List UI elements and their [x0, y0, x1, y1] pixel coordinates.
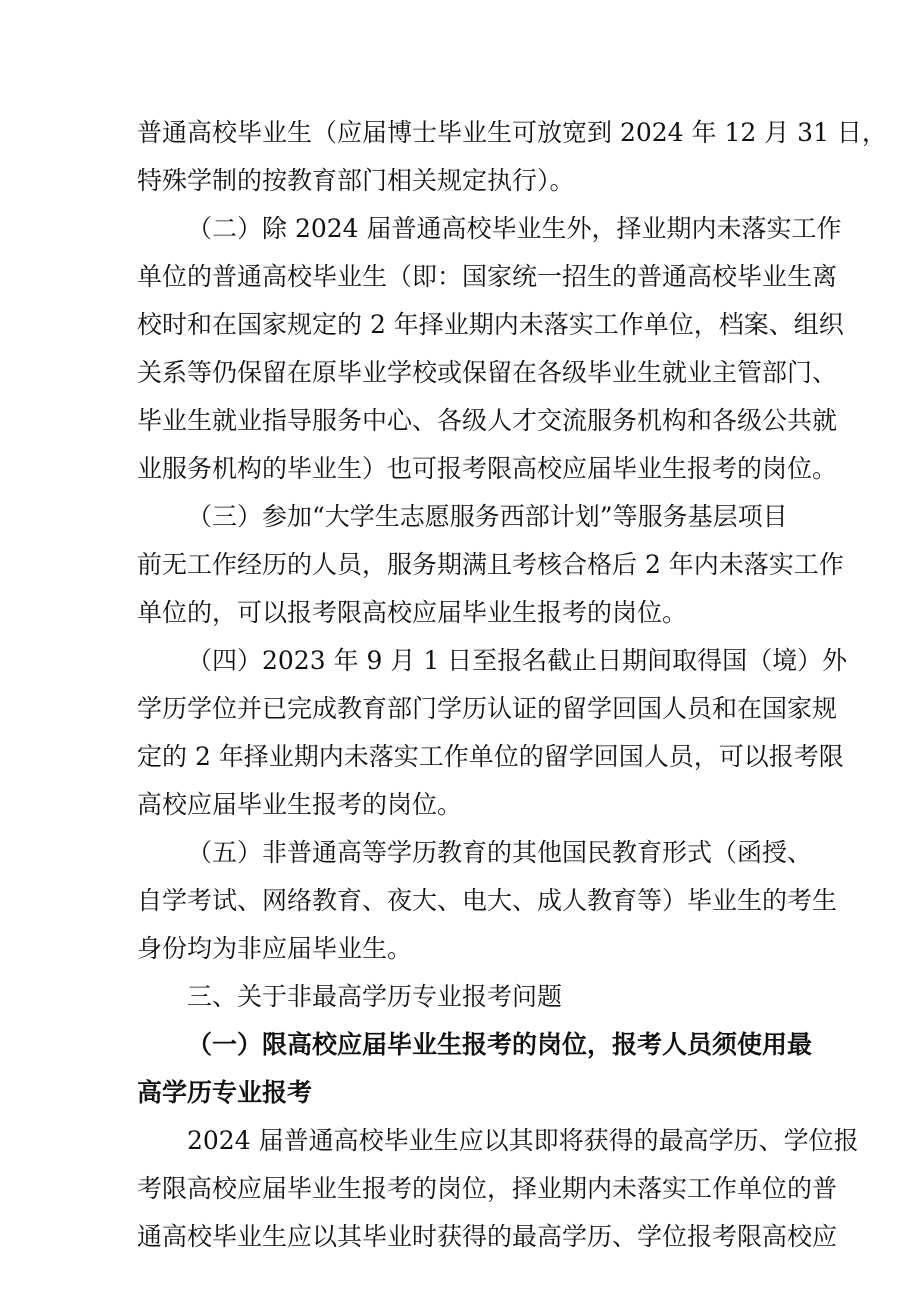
- body-text-line: 特殊学制的按教育部门相关规定执行）。: [137, 166, 575, 195]
- body-text-line: 关系等仍保留在原毕业学校或保留在各级毕业生就业主管部门、: [137, 358, 838, 387]
- section-heading: 三、关于非最高学历专业报考问题: [187, 982, 563, 1011]
- paragraph-start: 2024 届普通高校毕业生应以其即将获得的最高学历、学位报: [187, 1126, 859, 1155]
- body-text-line: 通高校毕业生应以其毕业时获得的最高学历、学位报考限高校应: [137, 1222, 838, 1251]
- body-text-line: 毕业生就业指导服务中心、各级人才交流服务机构和各级公共就: [137, 406, 838, 435]
- paragraph-5-start: （五）非普通高等学历教育的其他国民教育形式（函授、: [187, 838, 813, 867]
- body-text-line: 普通高校毕业生（应届博士毕业生可放宽到 2024 年 12 月 31 日，: [137, 118, 887, 147]
- body-text-line: 自学考试、网络教育、夜大、电大、成人教育等）毕业生的考生: [137, 886, 838, 915]
- body-text-line: 校时和在国家规定的 2 年择业期内未落实工作单位，档案、组织: [137, 310, 844, 339]
- body-text-line: 单位的普通高校毕业生（即：国家统一招生的普通高校毕业生离: [137, 262, 838, 291]
- body-text-line: 业服务机构的毕业生）也可报考限高校应届毕业生报考的岗位。: [137, 454, 838, 483]
- subsection-heading: （一）限高校应届毕业生报考的岗位，报考人员须使用最: [187, 1030, 813, 1059]
- body-text-line: 高校应届毕业生报考的岗位。: [137, 790, 463, 819]
- body-text-line: 定的 2 年择业期内未落实工作单位的留学回国人员，可以报考限: [137, 742, 844, 771]
- body-text-line: 学历学位并已完成教育部门学历认证的留学回国人员和在国家规: [137, 694, 838, 723]
- body-text-line: 前无工作经历的人员，服务期满且考核合格后 2 年内未落实工作: [137, 550, 844, 579]
- paragraph-4-start: （四）2023 年 9 月 1 日至报名截止日期间取得国（境）外: [187, 646, 848, 675]
- paragraph-3-start: （三）参加“大学生志愿服务西部计划”等服务基层项目: [187, 502, 788, 531]
- body-text-line: 身份均为非应届毕业生。: [137, 934, 413, 963]
- paragraph-2-start: （二）除 2024 届普通高校毕业生外，择业期内未落实工作: [187, 214, 842, 243]
- body-text-line: 单位的，可以报考限高校应届毕业生报考的岗位。: [137, 598, 688, 627]
- body-text-line: 考限高校应届毕业生报考的岗位，择业期内未落实工作单位的普: [137, 1174, 838, 1203]
- subsection-heading-cont: 高学历专业报考: [137, 1078, 313, 1107]
